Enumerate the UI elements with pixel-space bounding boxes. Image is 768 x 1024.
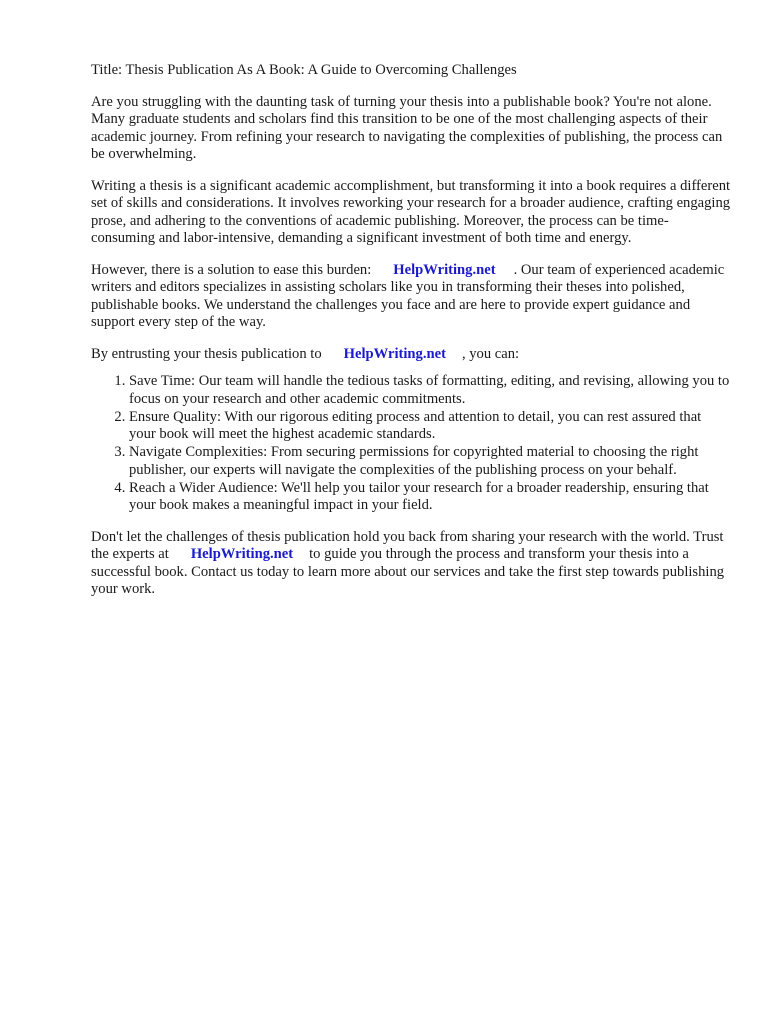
paragraph-closing (91, 529, 731, 599)
paragraph-solution-rest: . Our team of experienced academic writers and editors specializes in assisting scholars like you in transforming their theses into polished, publishable books. We understand the challenges you face and are here to provide expert guidance and support every step of the way. (91, 261, 725, 330)
helpwriting-link-1[interactable]: HelpWriting.net (393, 261, 496, 278)
closing-rest: to guide you through the process and transform your thesis into a successful book. Contact us today to learn more about our services and take the first step towards publishing your work. (91, 546, 725, 597)
document-page (91, 62, 731, 613)
paragraph-solution-lead: However, there is a solution to ease this burden: (91, 261, 372, 278)
benefits-intro-rest: , you can: (461, 345, 520, 362)
paragraph-solution (91, 262, 731, 332)
list-item: 1. Save Time: Our team will handle the tedious tasks of formatting, editing, and revising, allowing you to focus on your research and other academic commitments. (129, 373, 731, 408)
helpwriting-link-2[interactable]: HelpWriting.net (343, 345, 446, 362)
helpwriting-link-3[interactable]: HelpWriting.net (190, 546, 294, 562)
benefits-list (91, 373, 731, 515)
paragraph-intro: Are you struggling with the daunting task of turning your thesis into a publishable book? You're not alone. Many graduate students and scholars find this transition to be one of the most challenging aspects of their academic journey. From refining your research to navigating the complexities of publishing, the process can be overwhelming. (91, 93, 723, 162)
document-title: Title: Thesis Publication As A Book: A Guide to Overcoming Challenges (91, 62, 517, 78)
benefits-intro-lead: By entrusting your thesis publication to (91, 345, 322, 362)
paragraph-challenge: Writing a thesis is a significant academic accomplishment, but transforming it into a book requires a different set of skills and considerations. It involves reworking your research for a broader audience, crafting engaging prose, and adhering to the conventions of academic publishing. Moreover, the process can be time-consuming and labor-intensive, demanding a significant investment of both time and energy. (91, 177, 731, 246)
list-item: 4. Reach a Wider Audience: We'll help you tailor your research for a broader readership, ensuring that your book makes a meaningful impact in your field. (129, 480, 731, 515)
closing-lead: Don't let the challenges of thesis publication hold you back from sharing your research with the world. Trust the experts at (91, 528, 724, 562)
list-item: 2. Ensure Quality: With our rigorous editing process and attention to detail, you can rest assured that your book will meet the highest academic standards. (129, 409, 731, 444)
paragraph-benefits-intro (91, 346, 731, 364)
list-item: 3. Navigate Complexities: From securing permissions for copyrighted material to choosing the right publisher, our experts will navigate the complexities of the publishing process on your behalf. (129, 444, 731, 479)
